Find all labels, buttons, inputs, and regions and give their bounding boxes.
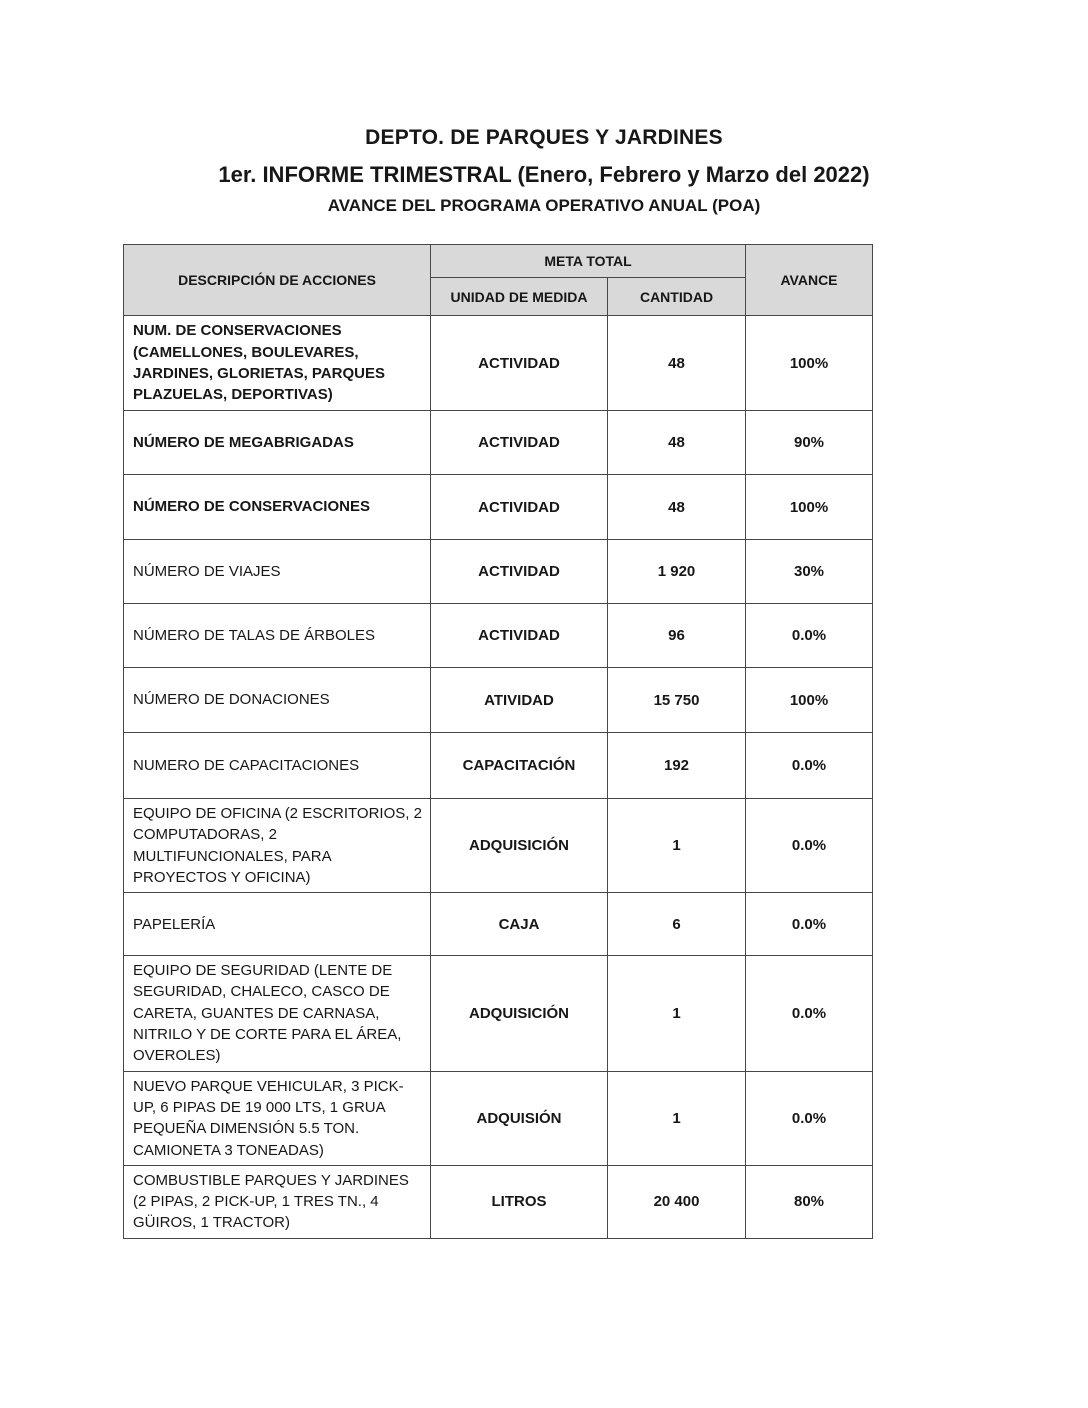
- poa-table: [123, 244, 873, 1239]
- cell-avance: 100%: [746, 475, 873, 540]
- cell-avance: 30%: [746, 540, 873, 604]
- table-row: [124, 1165, 873, 1238]
- cell-cantidad: 1: [608, 956, 746, 1071]
- report-title: 1er. INFORME TRIMESTRAL (Enero, Febrero y Marzo del 2022): [218, 162, 870, 187]
- cell-avance: 100%: [746, 316, 873, 411]
- table-row: [124, 1071, 873, 1165]
- cell-descripcion: NUEVO PARQUE VEHICULAR, 3 PICK-UP, 6 PIPAS DE 19 000 LTS, 1 GRUA PEQUEÑA DIMENSIÓN 5.5 TON. CAMIONETA 3 TONEADAS): [124, 1071, 431, 1165]
- table-row: [124, 604, 873, 668]
- cell-avance: 0.0%: [746, 799, 873, 893]
- cell-cantidad: 20 400: [608, 1165, 746, 1238]
- table-row: [124, 893, 873, 956]
- col-header-meta-total: META TOTAL: [431, 245, 746, 278]
- cell-cantidad: 48: [608, 316, 746, 411]
- cell-cantidad: 15 750: [608, 668, 746, 733]
- cell-avance: 100%: [746, 668, 873, 733]
- cell-descripcion: NÚMERO DE DONACIONES: [124, 668, 431, 733]
- cell-avance: 0.0%: [746, 733, 873, 799]
- cell-cantidad: 48: [608, 475, 746, 540]
- report-subtitle: AVANCE DEL PROGRAMA OPERATIVO ANUAL (POA): [327, 196, 761, 215]
- cell-unidad: ACTIVIDAD: [431, 411, 608, 475]
- table-row: [124, 733, 873, 799]
- cell-cantidad: 48: [608, 411, 746, 475]
- cell-descripcion: NÚMERO DE MEGABRIGADAS: [124, 411, 431, 475]
- cell-descripcion: NÚMERO DE VIAJES: [124, 540, 431, 604]
- cell-avance: 80%: [746, 1165, 873, 1238]
- report-header: [0, 0, 1088, 216]
- cell-cantidad: 1 920: [608, 540, 746, 604]
- cell-unidad: ACTIVIDAD: [431, 604, 608, 668]
- cell-cantidad: 192: [608, 733, 746, 799]
- cell-avance: 0.0%: [746, 1071, 873, 1165]
- cell-unidad: ADQUISIÓN: [431, 1071, 608, 1165]
- cell-unidad: ACTIVIDAD: [431, 540, 608, 604]
- cell-unidad: ACTIVIDAD: [431, 475, 608, 540]
- table-row: [124, 668, 873, 733]
- cell-cantidad: 1: [608, 1071, 746, 1165]
- cell-unidad: ACTIVIDAD: [431, 316, 608, 411]
- col-header-unidad: UNIDAD DE MEDIDA: [431, 278, 608, 316]
- cell-descripcion: COMBUSTIBLE PARQUES Y JARDINES (2 PIPAS, 2 PICK-UP, 1 TRES TN., 4 GÜIROS, 1 TRACTOR): [124, 1165, 431, 1238]
- department-title: DEPTO. DE PARQUES Y JARDINES: [365, 126, 723, 149]
- cell-unidad: CAJA: [431, 893, 608, 956]
- col-header-descripcion: DESCRIPCIÓN DE ACCIONES: [124, 245, 431, 316]
- cell-unidad: LITROS: [431, 1165, 608, 1238]
- cell-descripcion: NÚMERO DE CONSERVACIONES: [124, 475, 431, 540]
- cell-unidad: ADQUISICIÓN: [431, 799, 608, 893]
- cell-cantidad: 6: [608, 893, 746, 956]
- cell-cantidad: 1: [608, 799, 746, 893]
- table-row: [124, 540, 873, 604]
- cell-cantidad: 96: [608, 604, 746, 668]
- cell-avance: 0.0%: [746, 893, 873, 956]
- table-row: [124, 956, 873, 1071]
- cell-descripcion: PAPELERÍA: [124, 893, 431, 956]
- cell-unidad: ATIVIDAD: [431, 668, 608, 733]
- header-row-1: [124, 245, 873, 278]
- table-row: [124, 475, 873, 540]
- table-row: [124, 316, 873, 411]
- col-header-cantidad: CANTIDAD: [608, 278, 746, 316]
- cell-descripcion: NÚMERO DE TALAS DE ÁRBOLES: [124, 604, 431, 668]
- cell-unidad: ADQUISICIÓN: [431, 956, 608, 1071]
- cell-descripcion: NUMERO DE CAPACITACIONES: [124, 733, 431, 799]
- cell-descripcion: NUM. DE CONSERVACIONES (CAMELLONES, BOULEVARES, JARDINES, GLORIETAS, PARQUES PLAZUELAS, DEPORTIVAS): [124, 316, 431, 411]
- cell-descripcion: EQUIPO DE OFICINA (2 ESCRITORIOS, 2 COMPUTADORAS, 2 MULTIFUNCIONALES, PARA PROYECTOS Y OFICINA): [124, 799, 431, 893]
- cell-avance: 0.0%: [746, 604, 873, 668]
- cell-avance: 90%: [746, 411, 873, 475]
- cell-avance: 0.0%: [746, 956, 873, 1071]
- cell-unidad: CAPACITACIÓN: [431, 733, 608, 799]
- table-row: [124, 799, 873, 893]
- table-row: [124, 411, 873, 475]
- col-header-avance: AVANCE: [746, 245, 873, 316]
- cell-descripcion: EQUIPO DE SEGURIDAD (LENTE DE SEGURIDAD, CHALECO, CASCO DE CARETA, GUANTES DE CARNASA, NITRILO Y DE CORTE PARA EL ÁREA, OVEROLES): [124, 956, 431, 1071]
